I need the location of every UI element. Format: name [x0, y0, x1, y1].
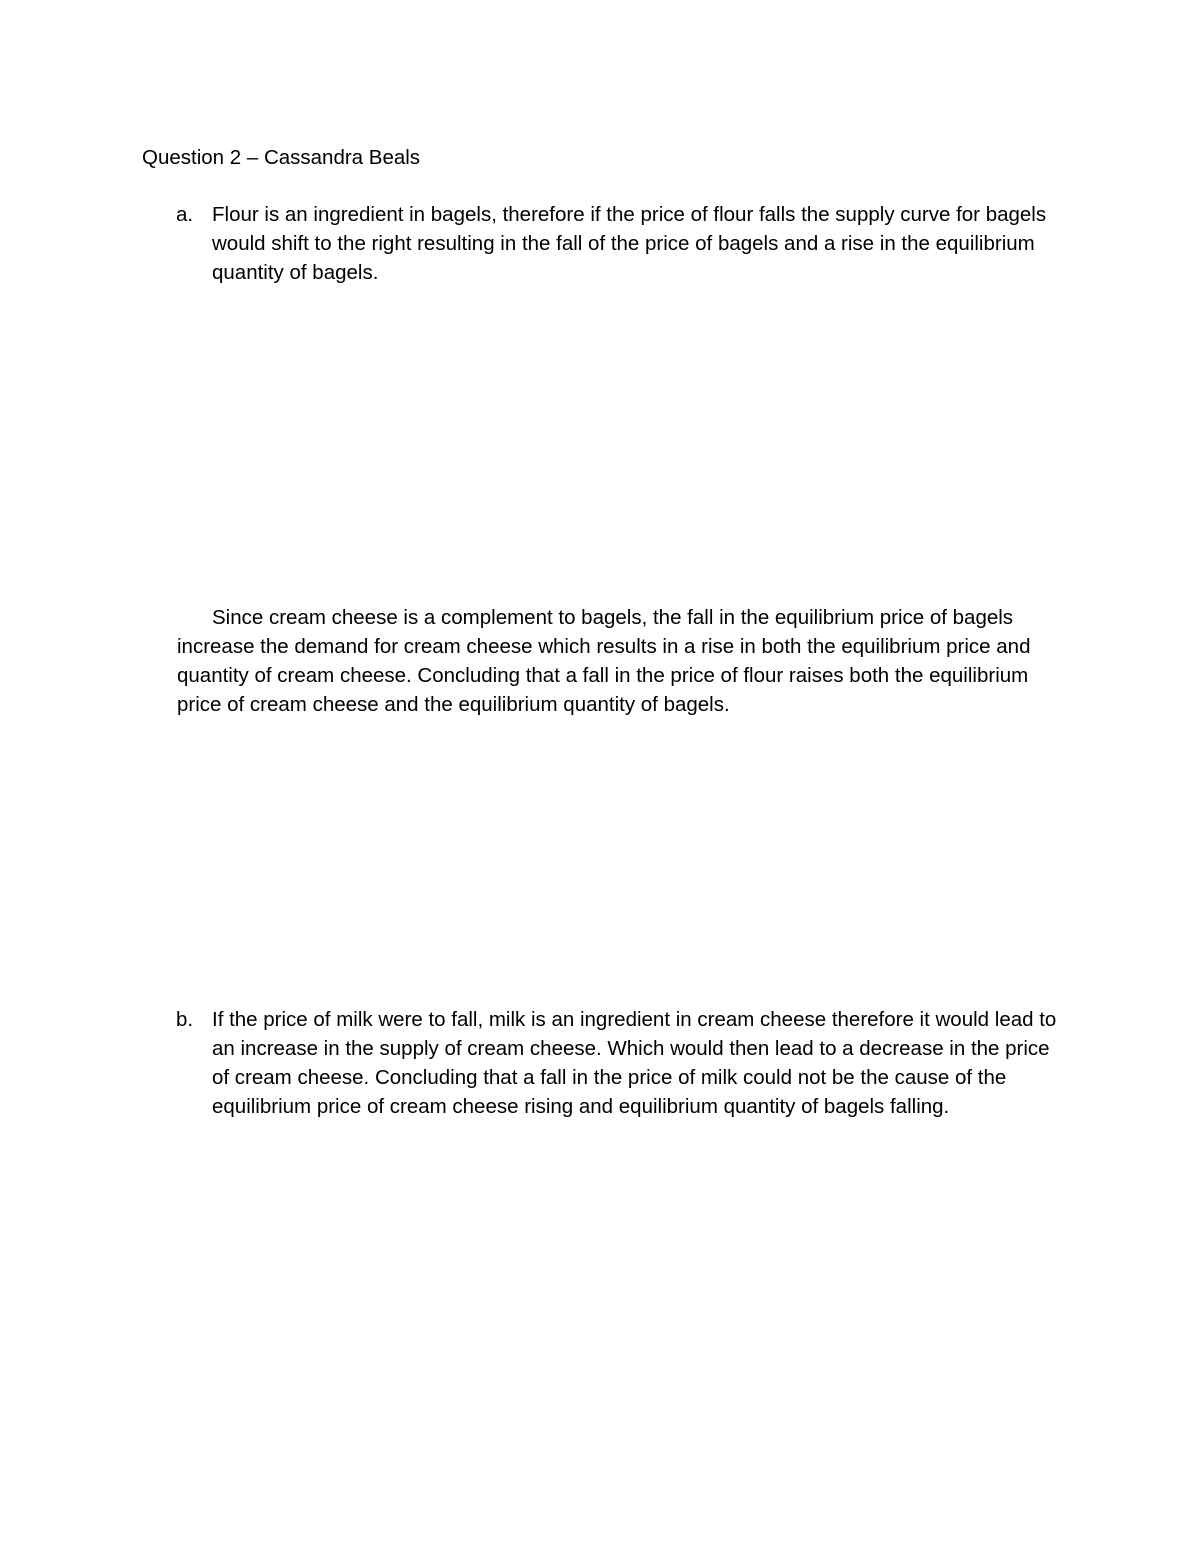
list-marker-b: b. — [176, 1008, 194, 1031]
answer-item-b — [142, 1005, 1062, 1121]
answer-a-text: Flour is an ingredient in bagels, therefore if the price of flour falls the supply curve for bagels would shift to the right resulting in the fall of the price of bagels and a rise in the equilibrium quantity of bagels. — [212, 203, 1047, 284]
list-marker-a: a. — [176, 203, 194, 226]
answer-item-a — [142, 200, 1062, 287]
answer-b-text: If the price of milk were to fall, milk is an ingredient in cream cheese therefore it would lead to an increase in the supply of cream cheese. Which would then lead to a decrease in the price of cream cheese. Concluding that a fall in the price of milk could not be the cause of the equilibrium price of cream cheese rising and equilibrium quantity of bagels falling. — [212, 1008, 1057, 1118]
document-title: Question 2 – Cassandra Beals — [142, 146, 421, 169]
explanation-paragraph: Since cream cheese is a complement to bagels, the fall in the equilibrium price of bagels increase the demand for cream cheese which results in a rise in both the equilibrium price and quantity of cream cheese. Concluding that a fall in the price of flour raises both the equilibrium price of cream cheese and the equilibrium quantity of bagels. — [177, 606, 1031, 716]
